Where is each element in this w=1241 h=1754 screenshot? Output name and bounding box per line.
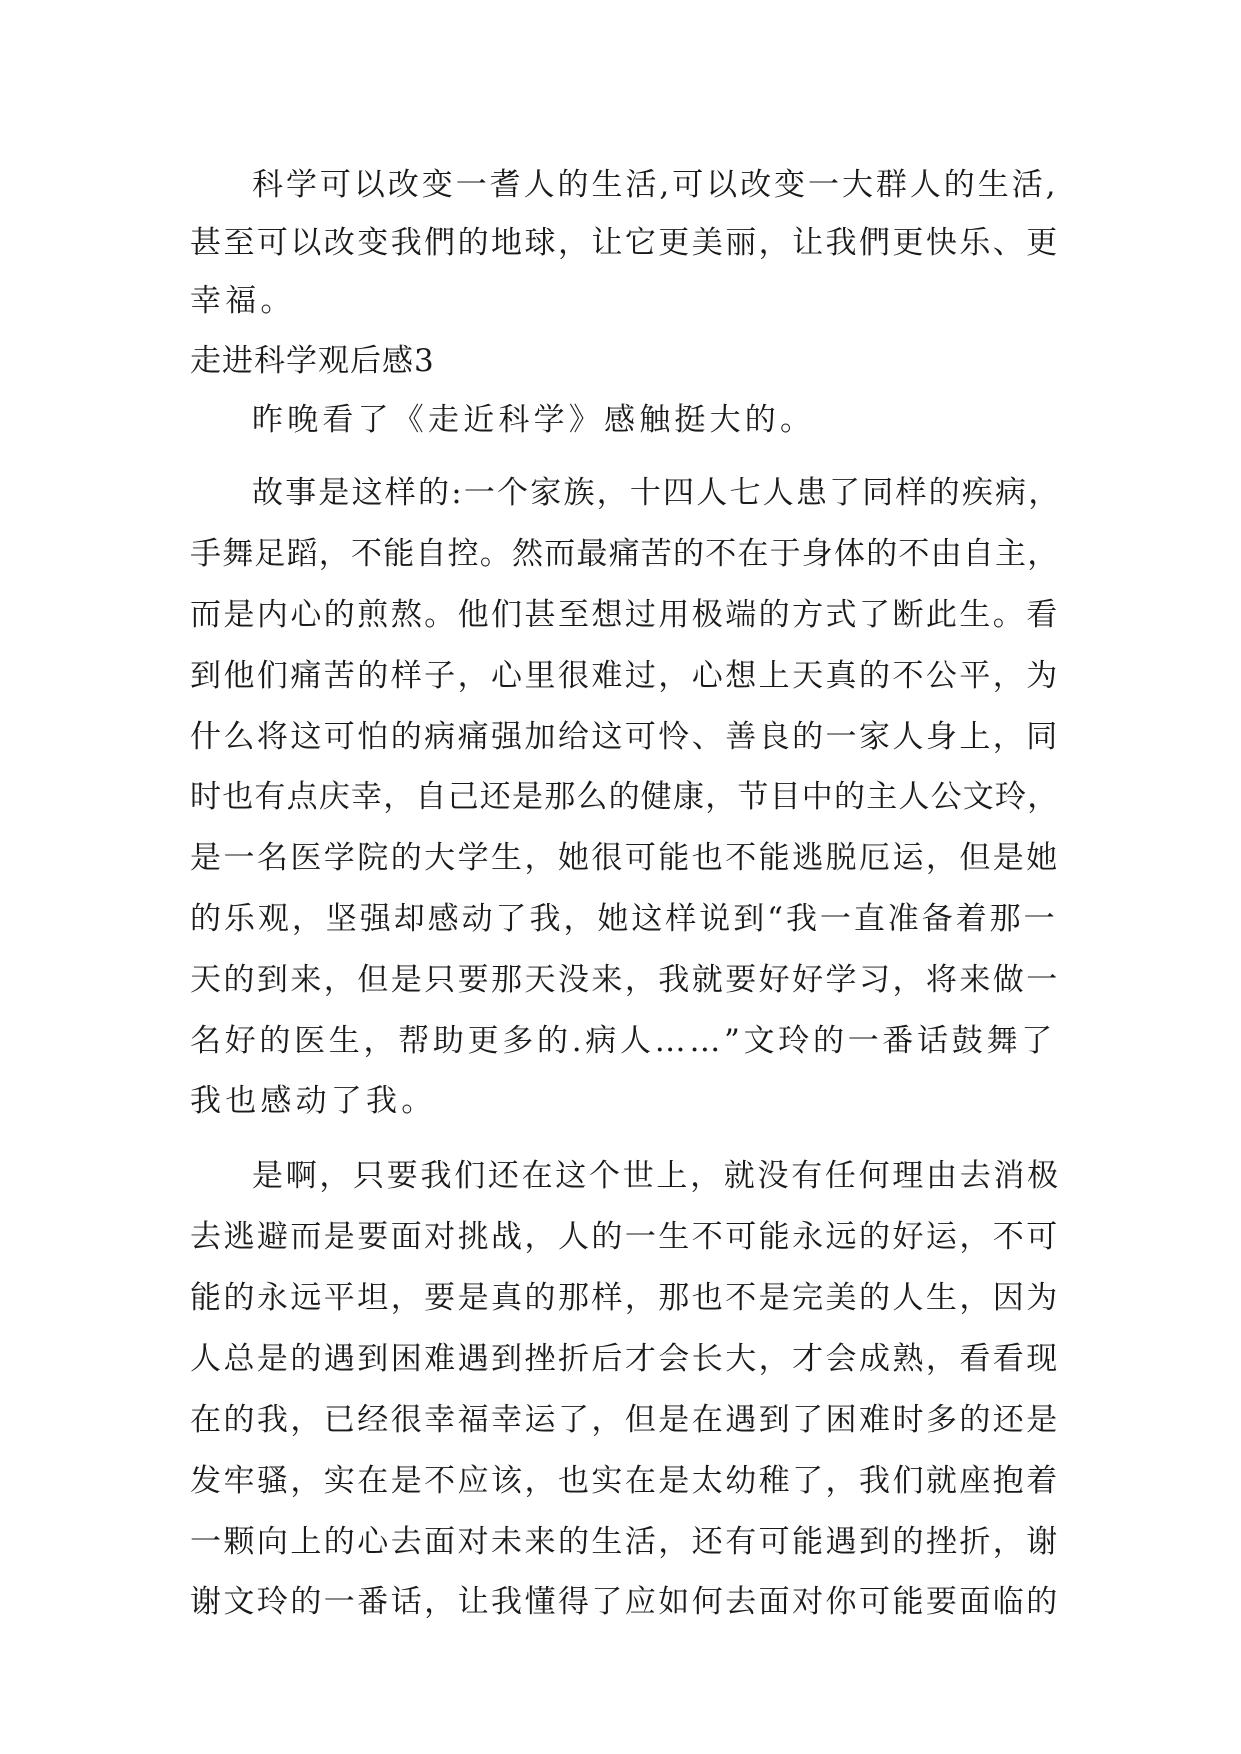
- text-line: 甚至可以改变我們的地球，让它更美丽，让我們更快乐、更: [190, 225, 1060, 261]
- text-line: 的乐观，坚强却感动了我，她这样说到“我一直准备着那一: [190, 901, 1058, 937]
- text-line: 发牢骚，实在是不应该，也实在是太幼稚了，我们就座抱着: [190, 1463, 1060, 1499]
- text-line: 昨晚看了《走近科学》感触挺大的。: [252, 402, 816, 438]
- text-line: 是啊，只要我们还在这个世上，就没有任何理由去消极: [252, 1158, 1061, 1194]
- text-line: 手舞足蹈，不能自控。然而最痛苦的不在于身体的不由自主，: [190, 536, 1060, 572]
- section-heading: 走进科学观后感3: [190, 343, 435, 379]
- text-line: 去逃避而是要面对挑战，人的一生不可能永远的好运，不可: [190, 1219, 1060, 1255]
- text-line: 是一名医学院的大学生，她很可能也不能逃脱厄运，但是她: [190, 840, 1060, 876]
- text-line: 到他们痛苦的样子，心里很难过，心想上天真的不公平，为: [190, 658, 1060, 694]
- text-line: 谢文玲的一番话，让我懂得了应如何去面对你可能要面临的: [190, 1584, 1060, 1620]
- text-line: 人总是的遇到困难遇到挫折后才会长大，才会成熟，看看现: [190, 1341, 1060, 1377]
- text-line: 我也感动了我。: [190, 1083, 437, 1119]
- text-line: 科学可以改变一耆人的生活,可以改变一大群人的生活,: [252, 167, 1059, 203]
- text-line: 时也有点庆幸，自己还是那么的健康，节目中的主人公文玲，: [190, 779, 1060, 815]
- text-line: 在的我，已经很幸福幸运了，但是在遇到了困难时多的还是: [190, 1402, 1060, 1438]
- text-line: 名好的医生，帮助更多的.病人……”文玲的一番话鼓舞了: [190, 1023, 1056, 1059]
- text-line: 一颗向上的心去面对未来的生活，还有可能遇到的挫折，谢: [190, 1524, 1060, 1560]
- text-line: 而是内心的煎熬。他们甚至想过用极端的方式了断此生。看: [190, 597, 1060, 633]
- text-line: 故事是这样的:一个家族，十四人七人患了同样的疾病，: [252, 475, 1062, 511]
- text-line: 幸福。: [190, 283, 296, 319]
- text-line: 天的到来，但是只要那天没来，我就要好好学习，将来做一: [190, 962, 1060, 998]
- text-line: 什么将这可怕的病痛强加给这可怜、善良的一家人身上，同: [190, 719, 1060, 755]
- text-line: 能的永远平坦，要是真的那样，那也不是完美的人生，因为: [190, 1280, 1060, 1316]
